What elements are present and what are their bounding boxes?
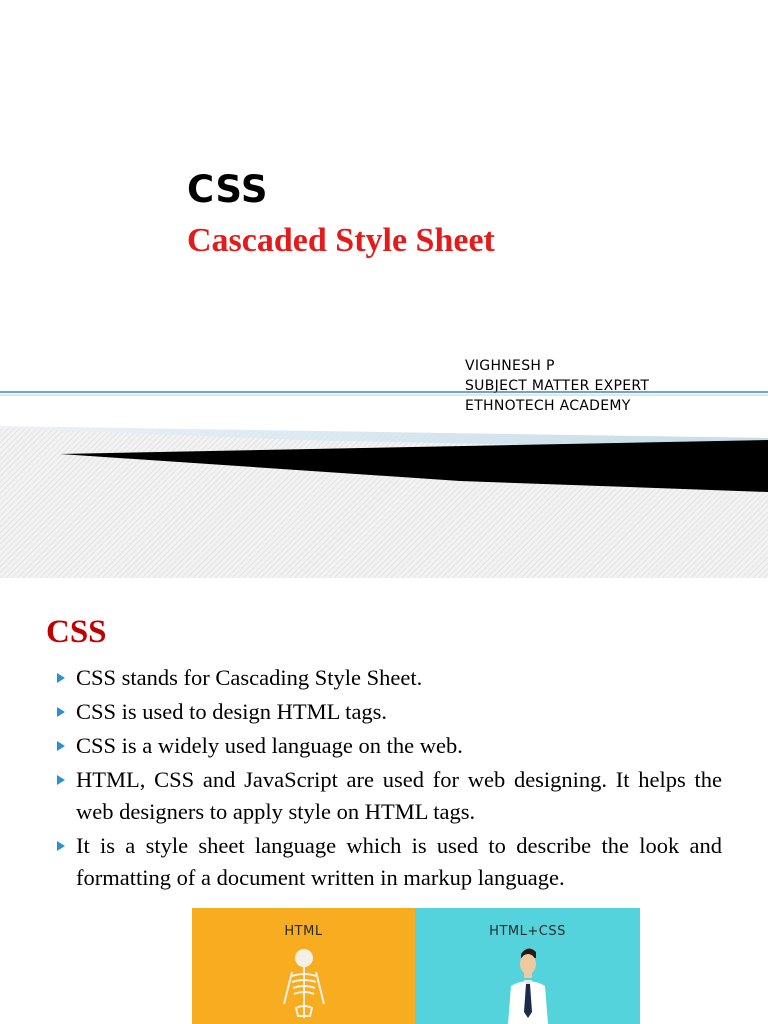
skeleton-icon [192,908,415,1024]
list-item: CSS is used to design HTML tags. [52,696,722,728]
list-item: CSS is a widely used language on the web. [52,730,722,762]
html-panel-label: HTML [284,924,323,939]
author-role: SUBJECT MATTER EXPERT [465,378,650,394]
slide-subtitle: Cascaded Style Sheet [187,222,495,259]
html-panel [192,908,415,1024]
content-title: CSS [46,614,107,650]
author-org: ETHNOTECH ACADEMY [465,398,631,414]
author-name: VIGHNESH P [465,358,555,374]
list-item: It is a style sheet language which is used to describe the look and formatting of a document written in markup language. [52,830,722,894]
list-item: CSS stands for Cascading Style Sheet. [52,662,722,694]
triangle-bullet-icon [57,673,65,683]
triangle-bullet-icon [57,775,65,785]
html-css-panel [415,908,640,1024]
html-css-panel-label: HTML+CSS [489,924,566,939]
man-in-suit-icon [415,908,640,1024]
slide-title: CSS [187,168,268,211]
triangle-bullet-icon [57,741,65,751]
triangle-bullet-icon [57,707,65,717]
triangle-bullet-icon [57,841,65,851]
bullet-list [52,662,722,896]
decorative-banner [0,380,768,578]
html-vs-css-figure [192,908,640,1024]
content-slide [0,578,768,1024]
list-item: HTML, CSS and JavaScript are used for web designing. It helps the web designers to apply style on HTML tags. [52,764,722,828]
